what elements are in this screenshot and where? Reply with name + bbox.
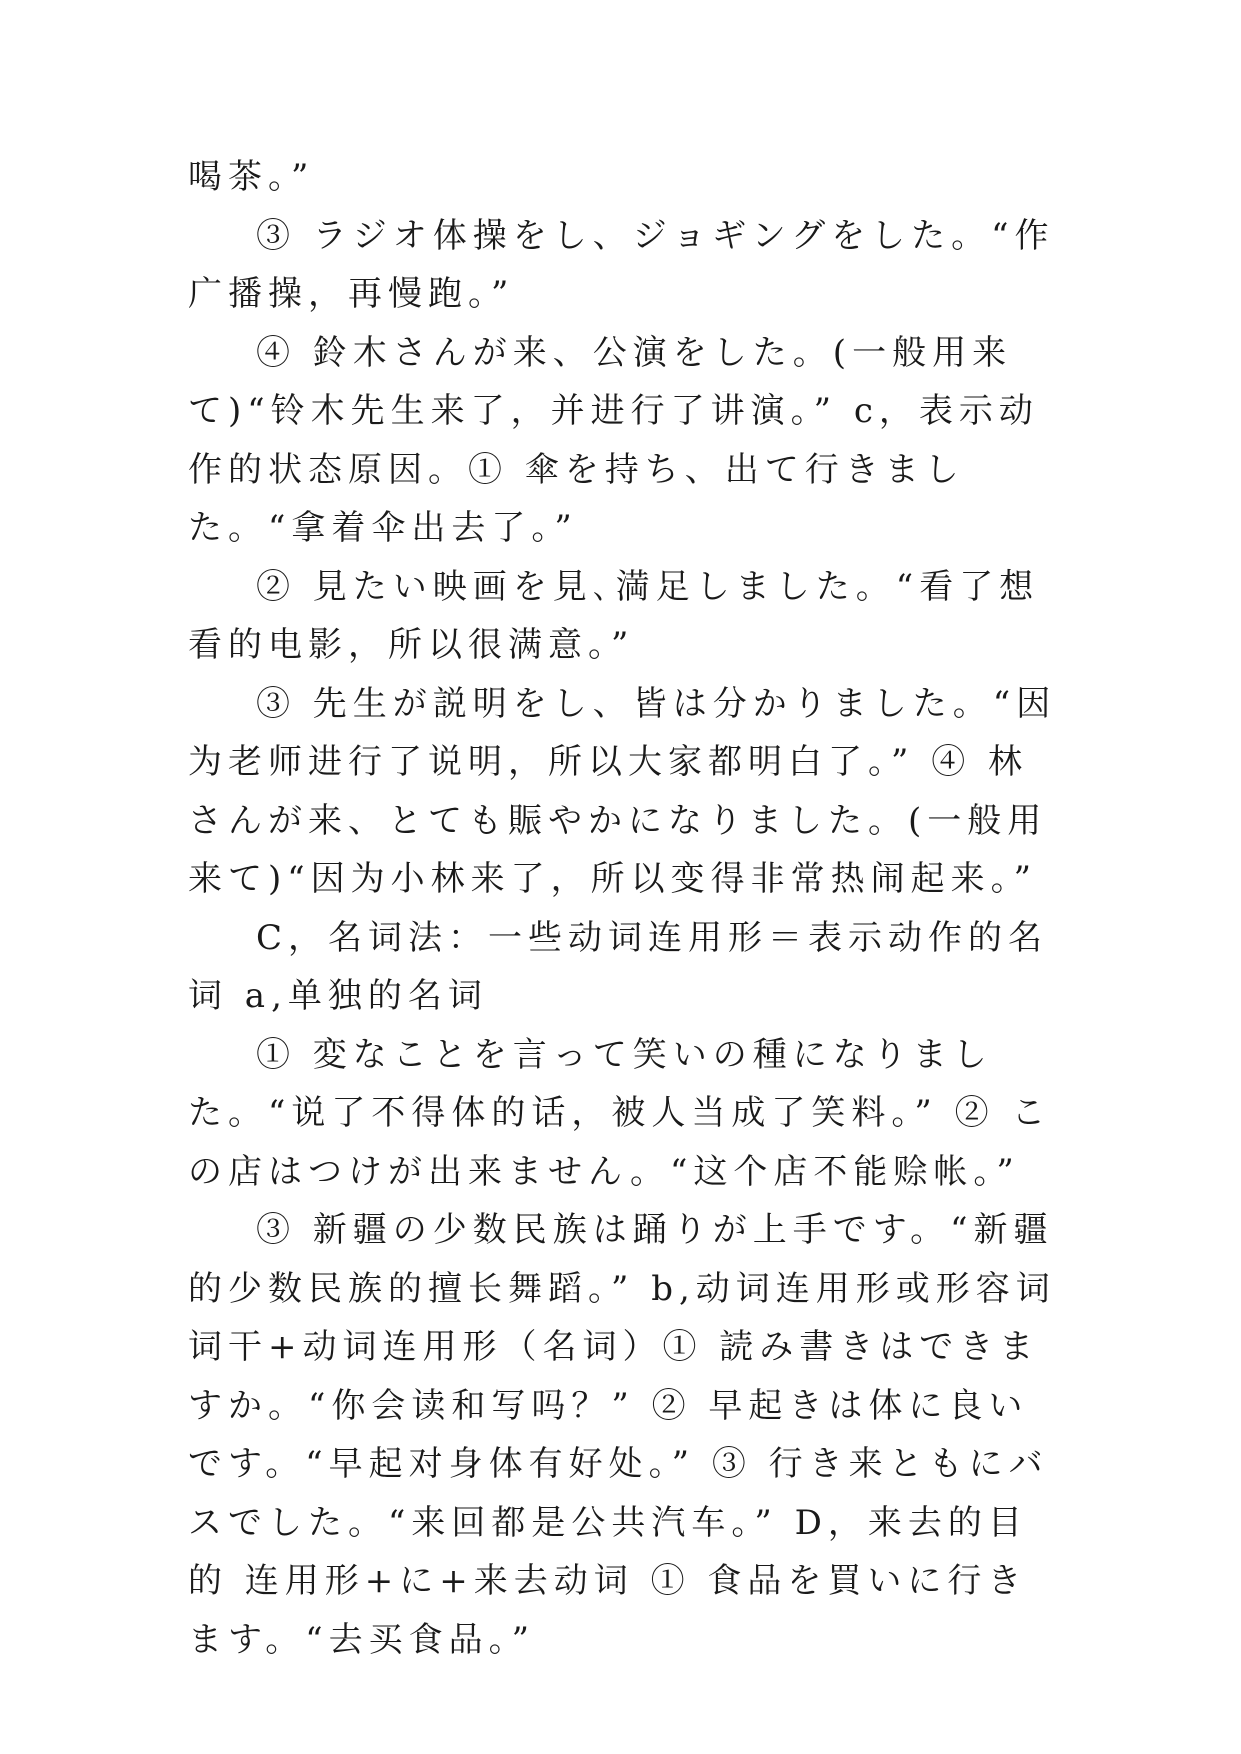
paragraph-1: 喝茶。” [188, 157, 315, 197]
paragraph-4: ② 見たい映画を見､満足しました。“看了想看的电影，所以很满意。” [188, 566, 1040, 665]
paragraph-7: ① 変なことを言って笑いの種になりました。“说了不得体的话，被人当成了笑料。” ② この店はつけが出来ません。“这个店不能赊帐。” [188, 1034, 1052, 1192]
paragraph-5: ③ 先生が説明をし、皆は分かりました。“因为老师进行了说明，所以大家都明白了。” ④ 林さんが来、とても賑やかになりました。(一般用来て)“因为小林来了，所以变得非常热闹起来。” [188, 683, 1057, 899]
paragraph-3: ④ 鈴木さんが来、公演をした。(一般用来て)“铃木先生来了，并进行了讲演。” c，表示动作的状态原因。① 傘を持ち、出て行きました。“拿着伞出去了。” [188, 332, 1039, 548]
paragraph-6: C，名词法：一些动词连用形＝表示动作的名词 a,单独的名词 [188, 917, 1049, 1016]
document-body [188, 148, 1058, 1669]
paragraph-2: ③ ラジオ体操をし、ジョギングをした。“作广播操，再慢跑。” [188, 215, 1055, 314]
paragraph-8: ③ 新疆の少数民族は踊りが上手です。“新疆的少数民族的擅长舞蹈。” b,动词连用形或形容词词干+动词连用形（名词）① 読み書きはできますか。“你会读和写吗？” ② 早起きは体に良いです。“早起对身体有好处。” ③ 行き来ともにバスでした。“来回都是公共汽车。” D，来去的目的 连用形+に+来去动词 ① 食品を買いに行きます。“去买食品。” [188, 1210, 1056, 1660]
